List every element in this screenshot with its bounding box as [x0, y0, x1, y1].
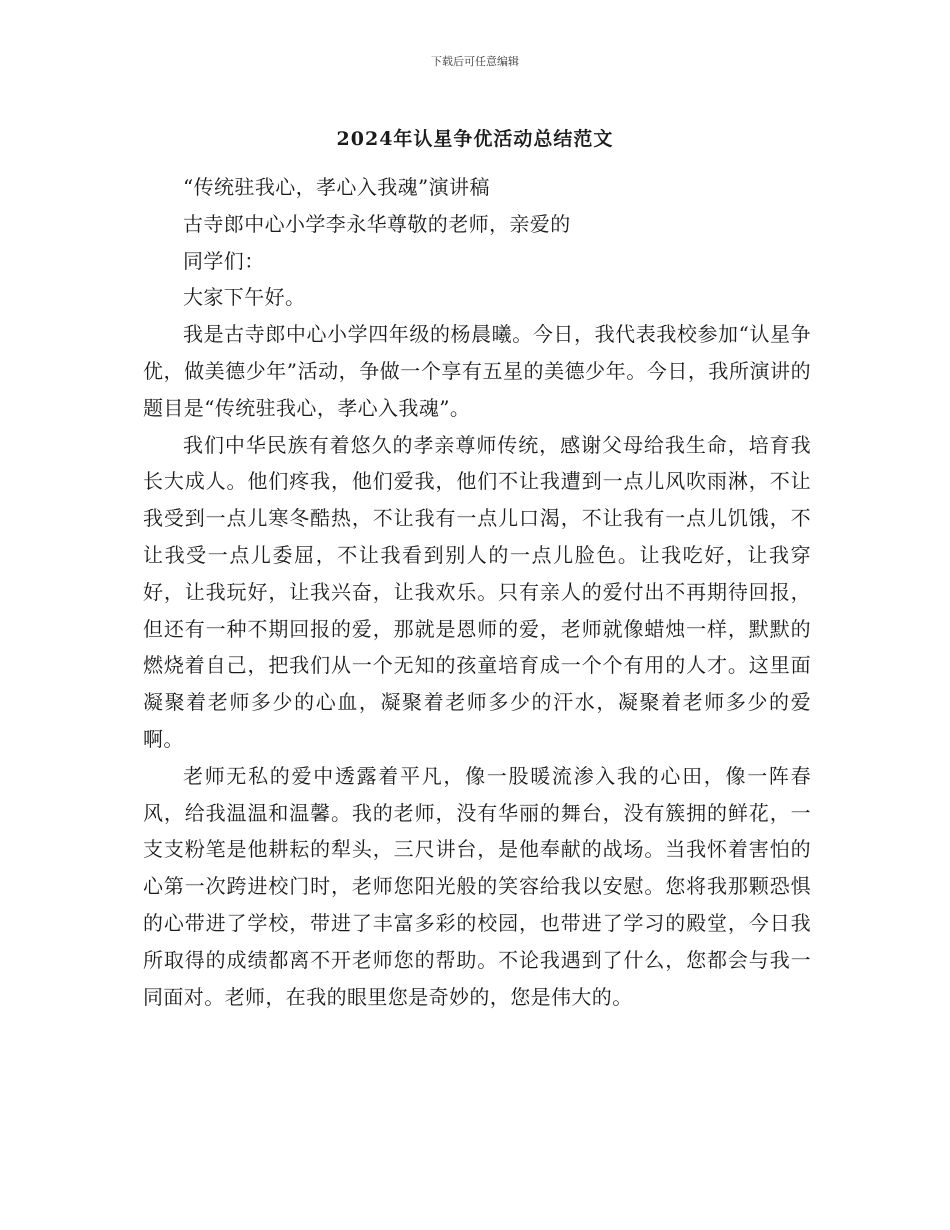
header-note: 下载后可任意编辑 [431, 55, 519, 68]
document-title: 2024年认星争优活动总结范文 [336, 128, 614, 150]
greeting-paragraph: 大家下午好。 [183, 285, 306, 310]
speech-title-paragraph: “传统驻我心，孝心入我魂”演讲稿 [183, 175, 490, 199]
salutation-paragraph: 同学们： [183, 248, 265, 273]
body-paragraph: 我们中华民族有着悠久的孝亲尊师传统，感谢父母给我生命，培育我长大成人。他们疼我，他们爱我，他们不让我遭到一点儿风吹雨淋，不让我受到一点儿寒冬酷热，不让我有一点儿口渴，不让我有一点儿饥饿，不让我受一点儿委屈，不让我看到别人的一点儿脸色。让我吃好，让我穿好，让我玩好，让我兴奋，让我欢乐。只有亲人的爱付出不再期待回报，但还有一种不期回报的爱，那就是恩师的爱，老师就像蜡烛一样，默默的燃烧着自己，把我们从一个无知的孩童培育成一个个有用的人才。这里面凝聚着老师多少的心血，凝聚着老师多少的汗水，凝聚着老师多少的爱啊。 [143, 432, 811, 751]
document-body [143, 169, 811, 1015]
author-line-paragraph: 古寺郎中心小学李永华尊敬的老师，亲爱的 [183, 211, 571, 236]
body-paragraph: 老师无私的爱中透露着平凡，像一股暖流渗入我的心田，像一阵春风，给我温温和温馨。我的老师，没有华丽的舞台，没有簇拥的鲜花，一支支粉笔是他耕耘的犁头，三尺讲台，是他奉献的战场。当我怀着害怕的心第一次跨进校门时，老师您阳光般的笑容给我以安慰。您将我那颗恐惧的心带进了学校，带进了丰富多彩的校园，也带进了学习的殿堂，今日我所取得的成绩都离不开老师您的帮助。不论我遇到了什么，您都会与我一同面对。老师，在我的眼里您是奇妙的，您是伟大的。 [143, 763, 811, 1009]
body-paragraph: 我是古寺郎中心小学四年级的杨晨曦。今日，我代表我校参加“认星争优，做美德少年”活动，争做一个享有五星的美德少年。今日，我所演讲的题目是“传统驻我心，孝心入我魂”。 [143, 322, 811, 420]
